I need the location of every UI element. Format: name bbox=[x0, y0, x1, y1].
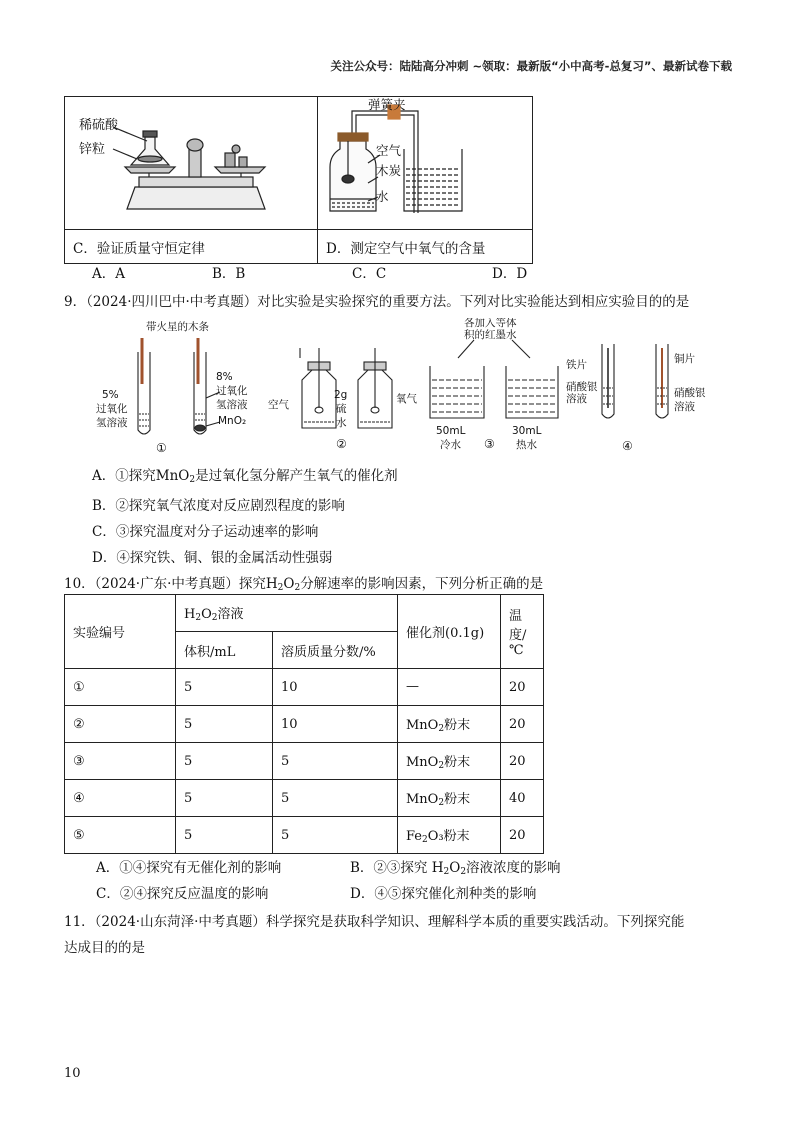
q10-option-b-sub1: 2 bbox=[443, 867, 450, 877]
cell-catalyst bbox=[398, 669, 501, 706]
cell-experiment-id: ⑤ bbox=[65, 817, 176, 854]
fig4-left-solution-2: 溶液 bbox=[566, 393, 587, 405]
q10-stem-pre: 10．（2024·广东·中考真题）探究H bbox=[64, 576, 278, 592]
cell-temperature: 20 bbox=[501, 669, 544, 706]
label-air: 空气 bbox=[376, 143, 402, 158]
fig4-left-solution-1: 硝酸银 bbox=[566, 381, 598, 393]
q10-option-b-sub2: 2 bbox=[460, 867, 467, 877]
q10-stem bbox=[64, 572, 543, 593]
fig3-number: ③ bbox=[484, 437, 495, 451]
header-temperature: 温度/℃ bbox=[501, 595, 544, 669]
option-c-image-cell bbox=[65, 97, 318, 230]
fig1-number: ① bbox=[156, 441, 167, 455]
q9-option-a-prefix: A．①探究 bbox=[92, 468, 156, 484]
fig3-right-volume: 30mL bbox=[512, 425, 542, 437]
cell-catalyst bbox=[398, 743, 501, 780]
q9-option-d[interactable]: D．④探究铁、铜、银的金属活动性强弱 bbox=[92, 550, 333, 566]
q8-option-b[interactable]: B．B bbox=[212, 266, 246, 282]
catalyst-cat-sub: 2 bbox=[438, 798, 445, 808]
fig1-left-solution-2: 氢溶液 bbox=[96, 417, 128, 429]
cell-catalyst bbox=[398, 817, 501, 854]
header-h2o2-sub1: 2 bbox=[195, 613, 202, 623]
catalyst-cat-sub: 2 bbox=[438, 724, 445, 734]
q10-option-b-pre: B．②③探究 H bbox=[350, 860, 444, 876]
q10-stem-sub1: 2 bbox=[277, 583, 284, 593]
q9-stem: 9．（2024·四川巴中·中考真题）对比实验是实验探究的重要方法。下列对比实验能达到相应实验目的的是 bbox=[64, 294, 690, 310]
fig1-mno2-label: MnO₂ bbox=[218, 415, 247, 427]
fig4-right-solution-2: 溶液 bbox=[674, 401, 695, 413]
fig2-water-label: 水 bbox=[336, 417, 347, 429]
header-volume: 体积/mL bbox=[176, 632, 273, 669]
q10-stem-mid: O bbox=[283, 576, 295, 592]
q10-data-table bbox=[64, 594, 544, 854]
cell-volume: 5 bbox=[176, 706, 273, 743]
cell-volume: 5 bbox=[176, 669, 273, 706]
cell-concentration: 10 bbox=[273, 706, 398, 743]
table-row bbox=[65, 780, 544, 817]
catalyst-cat-sub: 2 bbox=[422, 835, 428, 845]
catalyst-cat-sub: 2 bbox=[438, 761, 445, 771]
fig1-right-solution-1: 过氧化 bbox=[216, 385, 248, 397]
cell-temperature: 20 bbox=[501, 706, 544, 743]
fig2-number: ② bbox=[336, 437, 347, 451]
cell-volume: 5 bbox=[176, 743, 273, 780]
header-concentration: 溶质质量分数/% bbox=[273, 632, 398, 669]
fig1-right-solution-2: 氢溶液 bbox=[216, 399, 248, 411]
table-row bbox=[65, 817, 544, 854]
balance-experiment-figure bbox=[65, 97, 317, 225]
fig4-right-solution-1: 硝酸银 bbox=[674, 387, 706, 399]
q9-option-b[interactable]: B．②探究氧气浓度对反应剧烈程度的影响 bbox=[92, 498, 345, 514]
header-catalyst: 催化剂(0.1g) bbox=[398, 595, 501, 669]
label-charcoal bbox=[376, 163, 401, 178]
fig3-top-label-1: 各加入等体 bbox=[464, 318, 517, 329]
q8-options-table bbox=[64, 96, 533, 264]
cell-concentration: 5 bbox=[273, 817, 398, 854]
label-spring-clip: 弹簧夹 bbox=[368, 97, 406, 112]
q10-option-b[interactable] bbox=[350, 856, 561, 877]
cell-experiment-id: ④ bbox=[65, 780, 176, 817]
cell-temperature: 20 bbox=[501, 817, 544, 854]
option-d-image-cell bbox=[318, 97, 533, 230]
cell-concentration: 5 bbox=[273, 780, 398, 817]
header-h2o2-solution bbox=[176, 595, 398, 632]
header-h2o2-pre: H bbox=[184, 607, 196, 622]
cell-experiment-id: ① bbox=[65, 669, 176, 706]
q10-option-b-post: 溶液浓度的影响 bbox=[466, 860, 561, 876]
fig4-iron-label: 铁片 bbox=[566, 359, 587, 371]
fig4-number: ④ bbox=[622, 439, 633, 453]
cell-catalyst bbox=[398, 706, 501, 743]
cell-experiment-id: ③ bbox=[65, 743, 176, 780]
cell-experiment-id: ② bbox=[65, 706, 176, 743]
fig1-left-solution-1: 过氧化 bbox=[96, 403, 128, 415]
q8-option-a[interactable]: A．A bbox=[92, 266, 125, 282]
oxygen-content-figure bbox=[318, 97, 532, 225]
header-h2o2-post: 溶液 bbox=[217, 607, 244, 622]
q9-option-a-chem: MnO bbox=[155, 468, 190, 484]
catalyst-cat-b: 粉末 bbox=[444, 718, 471, 733]
q9-option-c[interactable]: C．③探究温度对分子运动速率的影响 bbox=[92, 524, 319, 540]
q9-option-a[interactable] bbox=[92, 464, 398, 485]
catalyst-cat-a: MnO bbox=[406, 755, 439, 770]
fig1-stick-label: 带火星的木条 bbox=[146, 321, 209, 333]
fig2-air-label: 空气 bbox=[268, 399, 289, 411]
q11-stem-line-1: 11．（2024·山东菏泽·中考真题）科学探究是获取科学知识、理解科学本质的重要实践活动。下列探究能 bbox=[64, 914, 685, 930]
fig4-copper-label: 铜片 bbox=[674, 353, 695, 365]
option-d-caption: D．测定空气中氧气的含量 bbox=[318, 230, 533, 264]
fig2-sulfur-label: 硫 bbox=[336, 403, 347, 415]
fig3-left-volume: 50mL bbox=[436, 425, 466, 437]
q10-option-d[interactable]: D．④⑤探究催化剂种类的影响 bbox=[350, 886, 537, 902]
cell-temperature: 20 bbox=[501, 743, 544, 780]
cell-volume: 5 bbox=[176, 780, 273, 817]
q10-stem-post: 分解速率的影响因素，下列分析正确的是 bbox=[300, 576, 544, 592]
option-c-caption: C．验证质量守恒定律 bbox=[65, 230, 318, 264]
q9-figures bbox=[96, 318, 736, 460]
q10-option-c[interactable]: C．②④探究反应温度的影响 bbox=[96, 886, 269, 902]
catalyst-cat-a: — bbox=[406, 679, 419, 694]
fig1-right-percent: 8% bbox=[216, 371, 233, 383]
table-row bbox=[65, 743, 544, 780]
label-zinc: 锌粒 bbox=[79, 142, 106, 157]
fig3-top-label-2: 积的红墨水 bbox=[464, 329, 517, 341]
catalyst-cat-b: O₃粉末 bbox=[427, 829, 470, 844]
fig3-right-water: 热水 bbox=[516, 439, 537, 451]
cell-temperature: 40 bbox=[501, 780, 544, 817]
q9-option-a-rest: 是过氧化氢分解产生氧气的催化剂 bbox=[195, 468, 398, 484]
cell-volume: 5 bbox=[176, 817, 273, 854]
q10-stem-sub2: 2 bbox=[294, 583, 301, 593]
catalyst-cat-a: MnO bbox=[406, 792, 439, 807]
table-row bbox=[65, 706, 544, 743]
fig3-left-water: 冷水 bbox=[440, 439, 461, 451]
fig1-left-percent: 5% bbox=[102, 389, 119, 401]
label-water: 水 bbox=[376, 189, 389, 204]
q8-option-c[interactable]: C．C bbox=[352, 266, 387, 282]
q9-option-a-sub: 2 bbox=[189, 475, 196, 485]
fig2-oxygen-label: 氧气 bbox=[396, 393, 417, 405]
q11-stem-line-2: 达成目的的是 bbox=[64, 940, 145, 956]
cell-concentration: 10 bbox=[273, 669, 398, 706]
q10-option-b-mid: O bbox=[449, 860, 461, 876]
catalyst-cat-a: MnO bbox=[406, 718, 439, 733]
page-header: 关注公众号：陆陆高分冲刺 ~领取：最新版“小中高考-总复习”、最新试卷下载 bbox=[330, 59, 732, 73]
header-h2o2-sub2: 2 bbox=[211, 613, 218, 623]
catalyst-cat-b: 粉末 bbox=[444, 755, 471, 770]
table-row bbox=[65, 669, 544, 706]
catalyst-cat-a: Fe bbox=[406, 829, 423, 844]
q10-option-a[interactable]: A．①④探究有无催化剂的影响 bbox=[96, 860, 282, 876]
fig2-mass-label: 2g bbox=[334, 389, 348, 401]
label-dilute-sulfuric-acid: 稀硫酸 bbox=[79, 118, 119, 133]
label-charcoal-text: 木炭 bbox=[376, 163, 402, 178]
cell-concentration: 5 bbox=[273, 743, 398, 780]
header-h2o2-mid: O bbox=[201, 607, 212, 622]
catalyst-cat-b: 粉末 bbox=[444, 792, 471, 807]
page-number: 10 bbox=[64, 1066, 81, 1081]
q8-option-d[interactable]: D．D bbox=[492, 266, 528, 282]
header-experiment-id: 实验编号 bbox=[65, 595, 176, 669]
cell-catalyst bbox=[398, 780, 501, 817]
